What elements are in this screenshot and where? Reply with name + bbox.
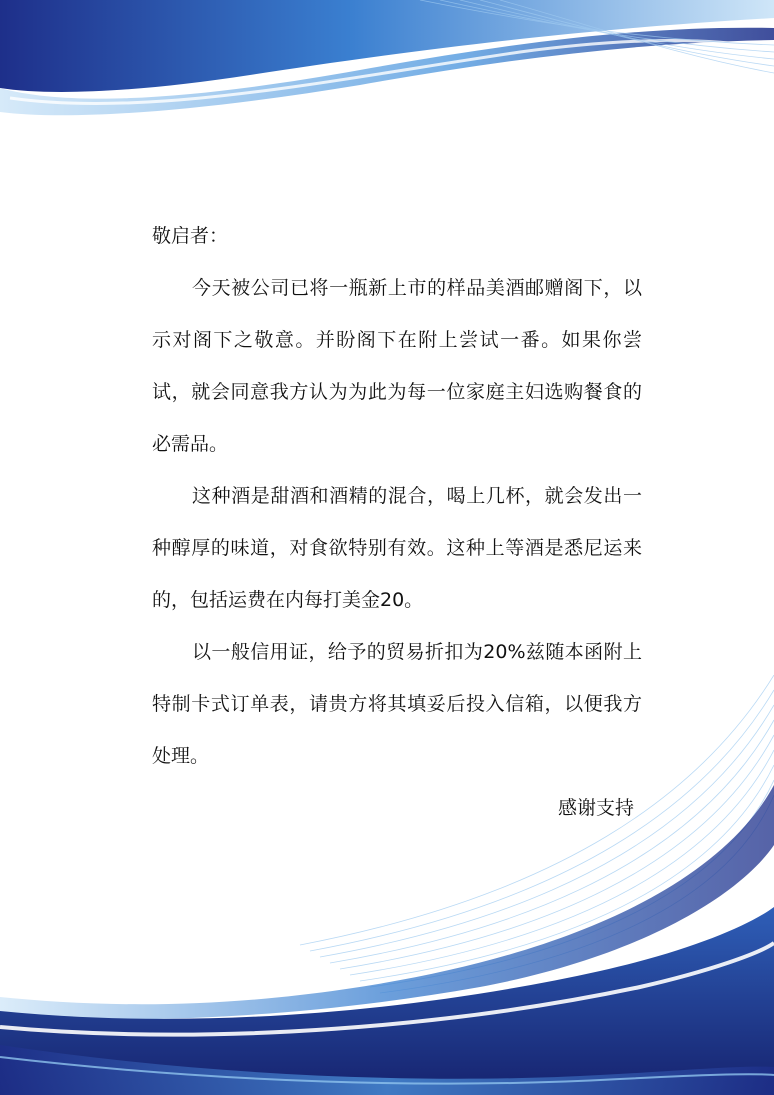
paragraph-1: 今天被公司已将一瓶新上市的样品美酒邮赠阁下，以示对阁下之敬意。并盼阁下在附上尝试一番。如果你尝试，就会同意我方认为为此为每一位家庭主妇选购餐食的必需品。	[152, 277, 642, 455]
closing: 感谢支持	[557, 797, 634, 819]
paragraph-3: 以一般信用证，给予的贸易折扣为20%兹随本函附上特制卡式订单表，请贵方将其填妥后投入信箱，以便我方处理。	[152, 641, 642, 767]
top-wave-decoration	[0, 0, 774, 140]
salutation: 敬启者：	[152, 225, 229, 247]
bottom-wave-decoration	[0, 675, 774, 1095]
paragraph-2: 这种酒是甜酒和酒精的混合，喝上几杯，就会发出一种醇厚的味道，对食欲特别有效。这种上等酒是悉尼运来的，包括运费在内每打美金20。	[152, 485, 642, 611]
